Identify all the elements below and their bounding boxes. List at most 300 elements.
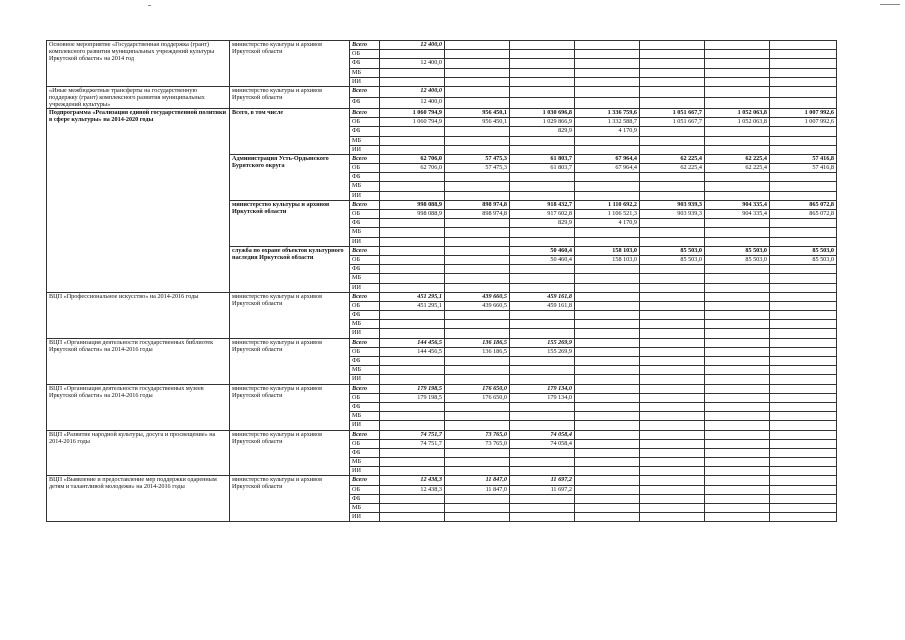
amount-cell: 62 225,4 (640, 154, 705, 163)
amount-cell: 11 697,2 (510, 476, 575, 485)
amount-cell (510, 458, 575, 467)
amount-cell (445, 421, 510, 430)
amount-cell (770, 77, 837, 86)
amount-cell (575, 402, 640, 411)
amount-cell (705, 320, 770, 329)
amount-cell (575, 448, 640, 457)
amount-cell (640, 375, 705, 384)
amount-cell (510, 86, 575, 97)
amount-cell: 67 964,4 (575, 154, 640, 163)
funding-source-cell: ФБ (350, 59, 380, 68)
funding-source-cell: Всего (350, 430, 380, 439)
amount-cell (510, 283, 575, 292)
amount-cell (705, 494, 770, 503)
amount-cell (705, 485, 770, 494)
amount-cell (445, 255, 510, 264)
amount-cell: 1 060 794,9 (380, 108, 445, 117)
amount-cell (510, 375, 575, 384)
amount-cell: 85 503,0 (705, 246, 770, 255)
amount-cell (380, 237, 445, 246)
amount-cell (705, 145, 770, 154)
amount-cell (640, 274, 705, 283)
funding-source-cell: ОБ (350, 301, 380, 310)
amount-cell (575, 329, 640, 338)
amount-cell (445, 458, 510, 467)
amount-cell: 1 106 521,3 (575, 210, 640, 219)
amount-cell (640, 68, 705, 77)
table-row (47, 338, 837, 347)
amount-cell (640, 458, 705, 467)
amount-cell (575, 357, 640, 366)
amount-cell (380, 504, 445, 513)
amount-cell: 74 751,7 (380, 439, 445, 448)
funding-source-cell: ОБ (350, 255, 380, 264)
amount-cell (770, 375, 837, 384)
amount-cell (510, 467, 575, 476)
funding-source-cell: ОБ (350, 210, 380, 219)
amount-cell (380, 255, 445, 264)
amount-cell (510, 448, 575, 457)
amount-cell (445, 136, 510, 145)
funding-source-cell: ФБ (350, 265, 380, 274)
amount-cell (705, 182, 770, 191)
amount-cell (770, 421, 837, 430)
amount-cell (705, 458, 770, 467)
funding-source-cell: МБ (350, 228, 380, 237)
amount-cell (705, 127, 770, 136)
amount-cell (640, 320, 705, 329)
amount-cell (640, 494, 705, 503)
amount-cell (770, 283, 837, 292)
amount-cell (770, 219, 837, 228)
amount-cell (705, 402, 770, 411)
funding-source-cell: ИИ (350, 329, 380, 338)
amount-cell (510, 504, 575, 513)
amount-cell: 956 450,1 (445, 118, 510, 127)
amount-cell (510, 59, 575, 68)
amount-cell (445, 219, 510, 228)
amount-cell (380, 127, 445, 136)
amount-cell (575, 430, 640, 439)
amount-cell: 1 110 692,2 (575, 200, 640, 209)
amount-cell (705, 338, 770, 347)
amount-cell (380, 77, 445, 86)
amount-cell (445, 320, 510, 329)
amount-cell (770, 347, 837, 356)
funding-source-cell: ОБ (350, 347, 380, 356)
amount-cell: 1 332 588,7 (575, 118, 640, 127)
amount-cell (640, 412, 705, 421)
amount-cell (770, 430, 837, 439)
program-name-cell: «Иные межбюджетные трансферты на государственную поддержку (грант) комплексного развития муниципальных учреждений культуры» (47, 86, 230, 108)
amount-cell (575, 347, 640, 356)
amount-cell (640, 50, 705, 59)
amount-cell (705, 77, 770, 86)
amount-cell: 61 803,7 (510, 154, 575, 163)
funding-source-cell: ИИ (350, 283, 380, 292)
amount-cell (640, 228, 705, 237)
amount-cell (575, 191, 640, 200)
amount-cell (640, 366, 705, 375)
amount-cell: 865 072,8 (770, 200, 837, 209)
amount-cell (770, 228, 837, 237)
funding-source-cell: Всего (350, 154, 380, 163)
amount-cell (770, 384, 837, 393)
amount-cell (705, 439, 770, 448)
amount-cell (575, 338, 640, 347)
amount-cell (575, 384, 640, 393)
amount-cell (510, 513, 575, 522)
amount-cell (575, 494, 640, 503)
amount-cell (510, 311, 575, 320)
amount-cell (770, 292, 837, 301)
amount-cell (575, 59, 640, 68)
amount-cell: 144 456,5 (380, 338, 445, 347)
budget-table (46, 40, 837, 522)
amount-cell (380, 467, 445, 476)
amount-cell: 74 751,7 (380, 430, 445, 439)
amount-cell (445, 412, 510, 421)
amount-cell: 12 400,0 (380, 59, 445, 68)
funding-source-cell: ИИ (350, 191, 380, 200)
amount-cell (705, 265, 770, 274)
budget-table-page (46, 40, 836, 522)
amount-cell (575, 320, 640, 329)
amount-cell: 85 503,0 (640, 246, 705, 255)
amount-cell (640, 357, 705, 366)
amount-cell (705, 50, 770, 59)
amount-cell: 50 460,4 (510, 246, 575, 255)
amount-cell (640, 301, 705, 310)
amount-cell: 829,9 (510, 219, 575, 228)
amount-cell (640, 421, 705, 430)
amount-cell (575, 228, 640, 237)
amount-cell (770, 485, 837, 494)
funding-source-cell: МБ (350, 320, 380, 329)
amount-cell (380, 246, 445, 255)
amount-cell (770, 458, 837, 467)
amount-cell (640, 41, 705, 50)
amount-cell (575, 504, 640, 513)
funding-source-cell: Всего (350, 384, 380, 393)
amount-cell (770, 173, 837, 182)
amount-cell (575, 292, 640, 301)
amount-cell: 179 198,5 (380, 393, 445, 402)
amount-cell (770, 136, 837, 145)
amount-cell (770, 68, 837, 77)
amount-cell (705, 191, 770, 200)
amount-cell (445, 246, 510, 255)
amount-cell (510, 173, 575, 182)
amount-cell (380, 494, 445, 503)
amount-cell (705, 384, 770, 393)
amount-cell (510, 320, 575, 329)
program-name-cell: Подпрограмма «Реализация единой государственной политики в сфере культуры» на 2014-2020 годы (47, 108, 230, 292)
funding-source-cell: ИИ (350, 467, 380, 476)
funding-source-cell: МБ (350, 504, 380, 513)
amount-cell (705, 301, 770, 310)
funding-source-cell: МБ (350, 366, 380, 375)
funding-source-cell: МБ (350, 182, 380, 191)
table-row (47, 384, 837, 393)
amount-cell: 903 939,3 (640, 200, 705, 209)
amount-cell (705, 292, 770, 301)
amount-cell (575, 421, 640, 430)
amount-cell (510, 274, 575, 283)
amount-cell (770, 86, 837, 97)
amount-cell: 12 438,3 (380, 485, 445, 494)
amount-cell (640, 393, 705, 402)
amount-cell: 956 450,1 (445, 108, 510, 117)
amount-cell: 898 974,8 (445, 200, 510, 209)
amount-cell (770, 439, 837, 448)
funding-source-cell: ФБ (350, 448, 380, 457)
amount-cell (510, 494, 575, 503)
amount-cell (510, 136, 575, 145)
amount-cell (445, 182, 510, 191)
amount-cell (380, 228, 445, 237)
amount-cell (445, 173, 510, 182)
amount-cell: 829,9 (510, 127, 575, 136)
amount-cell (380, 219, 445, 228)
amount-cell (640, 173, 705, 182)
amount-cell (705, 412, 770, 421)
funding-source-cell: ФБ (350, 219, 380, 228)
amount-cell (640, 329, 705, 338)
amount-cell (445, 50, 510, 59)
amount-cell: 85 503,0 (770, 255, 837, 264)
amount-cell (575, 265, 640, 274)
amount-cell (445, 97, 510, 108)
amount-cell: 155 269,9 (510, 338, 575, 347)
amount-cell (510, 366, 575, 375)
amount-cell (575, 393, 640, 402)
amount-cell (705, 504, 770, 513)
organization-cell: министерство культуры и архивов Иркутской области (230, 384, 350, 430)
amount-cell (445, 228, 510, 237)
amount-cell (575, 458, 640, 467)
amount-cell: 917 602,8 (510, 210, 575, 219)
program-name-cell: ВЦП «Организация деятельности государственных библиотек Иркутской области» на 2014-2016 годы (47, 338, 230, 384)
amount-cell (510, 50, 575, 59)
amount-cell (445, 311, 510, 320)
amount-cell: 57 475,3 (445, 164, 510, 173)
amount-cell: 136 186,5 (445, 347, 510, 356)
amount-cell: 904 335,4 (705, 210, 770, 219)
amount-cell (770, 412, 837, 421)
amount-cell: 903 939,3 (640, 210, 705, 219)
funding-source-cell: Всего (350, 246, 380, 255)
organization-cell: министерство культуры и архивов Иркутской области (230, 292, 350, 338)
amount-cell: 62 706,0 (380, 164, 445, 173)
amount-cell (510, 145, 575, 154)
amount-cell (575, 237, 640, 246)
amount-cell: 1 060 794,9 (380, 118, 445, 127)
amount-cell: 57 416,8 (770, 164, 837, 173)
amount-cell (445, 504, 510, 513)
amount-cell: 998 088,9 (380, 210, 445, 219)
amount-cell: 12 400,0 (380, 41, 445, 50)
amount-cell (770, 301, 837, 310)
amount-cell: 57 475,3 (445, 154, 510, 163)
amount-cell (770, 97, 837, 108)
amount-cell: 898 974,8 (445, 210, 510, 219)
program-name-cell: ВЦП «Организация деятельности государственных музеев Иркутской области» на 2014-2016 годы (47, 384, 230, 430)
amount-cell: 459 161,8 (510, 301, 575, 310)
amount-cell: 144 456,5 (380, 347, 445, 356)
amount-cell (445, 357, 510, 366)
amount-cell: 179 134,0 (510, 384, 575, 393)
amount-cell (575, 68, 640, 77)
amount-cell (510, 402, 575, 411)
amount-cell (705, 393, 770, 402)
amount-cell (575, 50, 640, 59)
amount-cell (510, 68, 575, 77)
funding-source-cell: МБ (350, 458, 380, 467)
amount-cell (380, 329, 445, 338)
amount-cell (380, 145, 445, 154)
funding-source-cell: ИИ (350, 77, 380, 86)
amount-cell: 85 503,0 (770, 246, 837, 255)
amount-cell (510, 357, 575, 366)
amount-cell (575, 375, 640, 384)
amount-cell (380, 283, 445, 292)
funding-source-cell: ФБ (350, 127, 380, 136)
funding-source-cell: Всего (350, 86, 380, 97)
amount-cell: 155 269,9 (510, 347, 575, 356)
amount-cell (705, 41, 770, 50)
funding-source-cell: МБ (350, 68, 380, 77)
amount-cell (705, 228, 770, 237)
program-name-cell: ВЦП «Развитие народной культуры, досуга и просвещение» на 2014-2016 годы (47, 430, 230, 476)
amount-cell (705, 237, 770, 246)
amount-cell: 136 186,5 (445, 338, 510, 347)
amount-cell (770, 50, 837, 59)
amount-cell (575, 274, 640, 283)
amount-cell (445, 366, 510, 375)
amount-cell (640, 265, 705, 274)
amount-cell (575, 412, 640, 421)
amount-cell: 1 051 667,7 (640, 108, 705, 117)
funding-source-cell: ОБ (350, 118, 380, 127)
amount-cell (640, 448, 705, 457)
amount-cell (770, 265, 837, 274)
amount-cell (705, 219, 770, 228)
table-row (47, 108, 837, 117)
amount-cell: 62 225,4 (705, 154, 770, 163)
amount-cell (705, 59, 770, 68)
amount-cell: 179 198,5 (380, 384, 445, 393)
organization-cell: министерство культуры и архивов Иркутской области (230, 430, 350, 476)
amount-cell (770, 127, 837, 136)
amount-cell (705, 366, 770, 375)
amount-cell: 439 660,5 (445, 292, 510, 301)
amount-cell (380, 50, 445, 59)
amount-cell (770, 448, 837, 457)
amount-cell (770, 504, 837, 513)
amount-cell (705, 68, 770, 77)
amount-cell (770, 357, 837, 366)
amount-cell: 11 697,2 (510, 485, 575, 494)
table-row (47, 476, 837, 485)
amount-cell: 1 052 063,8 (705, 118, 770, 127)
funding-source-cell: МБ (350, 412, 380, 421)
amount-cell (770, 402, 837, 411)
organization-cell: министерство культуры и архивов Иркутской области (230, 41, 350, 87)
amount-cell (445, 41, 510, 50)
amount-cell (770, 191, 837, 200)
amount-cell (640, 219, 705, 228)
amount-cell (575, 86, 640, 97)
amount-cell (640, 402, 705, 411)
amount-cell (510, 421, 575, 430)
amount-cell (575, 439, 640, 448)
amount-cell (770, 311, 837, 320)
amount-cell (380, 458, 445, 467)
amount-cell: 439 660,5 (445, 301, 510, 310)
amount-cell (640, 283, 705, 292)
amount-cell (640, 127, 705, 136)
amount-cell: 176 650,0 (445, 384, 510, 393)
amount-cell (445, 402, 510, 411)
amount-cell (575, 301, 640, 310)
organization-cell: служба по охране объектов культурного наследия Иркутской области (230, 246, 350, 292)
amount-cell (770, 513, 837, 522)
amount-cell: 12 400,0 (380, 97, 445, 108)
scan-right-edge-mark (880, 4, 900, 5)
amount-cell: 1 029 866,9 (510, 118, 575, 127)
amount-cell (575, 145, 640, 154)
amount-cell (705, 513, 770, 522)
funding-source-cell: ФБ (350, 311, 380, 320)
organization-cell: министерство культуры и архивов Иркутской области (230, 476, 350, 522)
amount-cell (380, 191, 445, 200)
amount-cell: 50 460,4 (510, 255, 575, 264)
amount-cell (705, 173, 770, 182)
amount-cell: 4 170,9 (575, 127, 640, 136)
amount-cell (380, 68, 445, 77)
amount-cell (445, 448, 510, 457)
organization-cell: министерство культуры и архивов Иркутской области (230, 86, 350, 108)
amount-cell (510, 41, 575, 50)
amount-cell (640, 384, 705, 393)
amount-cell: 1 052 063,8 (705, 108, 770, 117)
amount-cell (640, 504, 705, 513)
funding-source-cell: ИИ (350, 421, 380, 430)
amount-cell (640, 145, 705, 154)
funding-source-cell: ОБ (350, 393, 380, 402)
funding-source-cell: Всего (350, 476, 380, 485)
amount-cell (640, 338, 705, 347)
amount-cell (380, 448, 445, 457)
amount-cell (510, 97, 575, 108)
amount-cell (640, 311, 705, 320)
amount-cell: 73 765,0 (445, 439, 510, 448)
amount-cell (770, 329, 837, 338)
amount-cell (770, 237, 837, 246)
amount-cell (380, 182, 445, 191)
funding-source-cell: Всего (350, 41, 380, 50)
amount-cell (575, 182, 640, 191)
amount-cell (575, 136, 640, 145)
amount-cell (445, 283, 510, 292)
amount-cell (575, 366, 640, 375)
table-row (47, 86, 837, 97)
amount-cell: 1 030 696,8 (510, 108, 575, 117)
amount-cell (770, 145, 837, 154)
funding-source-cell: ОБ (350, 485, 380, 494)
organization-cell: министерство культуры и архивов Иркутской области (230, 200, 350, 246)
